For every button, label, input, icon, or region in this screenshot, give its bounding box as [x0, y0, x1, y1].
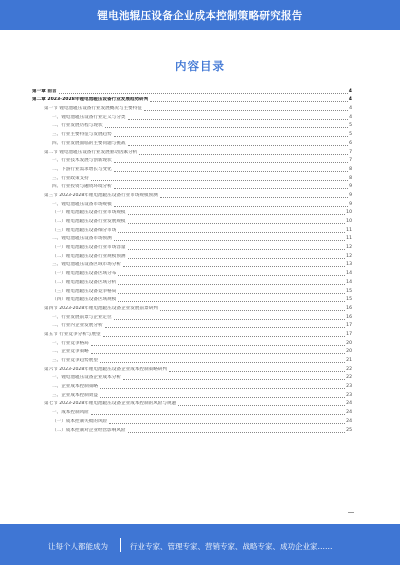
toc-entry[interactable]	[32, 216, 352, 225]
toc-entry-page: 17	[346, 323, 352, 329]
toc-entry-page: 8	[349, 166, 352, 172]
toc-leader-dots	[139, 154, 348, 155]
toc-entry-label: 三、锂电池辊压设备区域市场分析	[52, 262, 121, 268]
toc-heading: 内容目录	[175, 59, 225, 73]
toc-leader-dots	[118, 232, 345, 233]
toc-entry-label: 二、行业发展历程与现状	[52, 123, 103, 129]
toc-entry[interactable]	[32, 268, 352, 277]
toc-leader-dots	[118, 284, 345, 285]
toc-entry[interactable]	[32, 86, 352, 95]
toc-entry-label: 第二节 锂电池辊压设备行业发展驱动因素分析	[44, 149, 138, 155]
toc-entry-page: 9	[349, 192, 352, 198]
toc-entry-page: 7	[349, 158, 352, 164]
toc-entry-page: 10	[346, 210, 352, 216]
toc-entry-label: 第一章 前言	[32, 88, 57, 94]
toc-entry-label: 一、行业发展前景与企业定位	[52, 314, 112, 320]
toc-entry-page: 12	[346, 245, 352, 251]
toc-entry-label: 三、企业成本控制效益	[52, 392, 98, 398]
footer-bar	[0, 524, 400, 565]
toc-leader-dots	[128, 258, 346, 259]
toc-entry-page: 25	[346, 427, 352, 433]
toc-leader-dots	[114, 171, 348, 172]
toc-entry-label: （二）锂电池辊压设备行业发展规模	[52, 219, 126, 224]
toc-entry-page: 11	[346, 227, 352, 233]
toc-entry-page: 9	[349, 201, 352, 207]
toc-entry-label: （三）锂电池辊压设备细分市场	[52, 227, 117, 233]
toc-entry[interactable]	[32, 355, 352, 364]
toc-entry-label: 第四节 2023-2028年锂电池辊压设备企业发展前景研判	[44, 305, 158, 311]
footer-divider	[120, 538, 121, 552]
toc-leader-dots	[91, 345, 345, 346]
page-marker	[348, 512, 354, 513]
toc-entry-label: 二、企业成本控制策略	[52, 384, 98, 390]
toc-entry[interactable]	[32, 190, 352, 199]
toc-entry-label: 三、行业主要特征与发展趋势	[52, 132, 112, 138]
toc-entry[interactable]	[32, 303, 352, 312]
toc-entry[interactable]	[32, 173, 352, 182]
toc-entry-label: 三、行业政策支持	[52, 175, 89, 181]
toc-leader-dots	[114, 136, 348, 137]
toc-entry-label: 第二章 2023-2028年锂电池辊压设备行业发展趋势研判	[32, 97, 149, 103]
toc-entry-page: 5	[349, 123, 352, 129]
toc-entry[interactable]	[32, 251, 352, 260]
toc-leader-dots	[91, 353, 345, 354]
toc-entry-page: 16	[346, 314, 352, 320]
toc-leader-dots	[103, 336, 346, 337]
toc-entry-label: （二）锂电池辊压设备区域分析	[52, 279, 117, 285]
toc-entry-label: 二、下游行业需求增长与变化	[52, 166, 112, 172]
toc-entry-label: 一、行业技术发展与创新现状	[52, 158, 112, 164]
toc-entry[interactable]	[32, 156, 352, 165]
toc-entry-label: 一、成本控制风险	[52, 410, 89, 416]
toc-entry-page: 24	[346, 418, 352, 424]
toc-entry[interactable]	[32, 347, 352, 356]
toc-entry[interactable]	[32, 425, 352, 434]
toc-entry-page: 9	[349, 184, 352, 190]
toc-leader-dots	[105, 127, 349, 128]
toc-entry[interactable]	[32, 103, 352, 112]
toc-entry-label: 四、行业发展面临的主要问题与挑战	[52, 140, 126, 146]
toc-entry[interactable]	[32, 416, 352, 425]
toc-leader-dots	[118, 293, 345, 294]
toc-leader-dots	[128, 223, 346, 224]
toc-entry[interactable]	[32, 321, 352, 330]
toc-entry[interactable]	[32, 208, 352, 217]
report-header-bar	[0, 0, 400, 30]
toc-entry-page: 21	[346, 358, 352, 363]
toc-leader-dots	[144, 110, 348, 111]
toc-leader-dots	[128, 214, 346, 215]
toc-entry[interactable]	[32, 338, 352, 347]
toc-leader-dots	[100, 388, 345, 389]
footer-tagline: 行业专家、管理专家、营销专家、战略专家、成功企业家……	[130, 542, 333, 551]
toc-entry-page: 4	[349, 114, 352, 120]
toc-leader-dots	[100, 362, 345, 363]
toc-leader-dots	[169, 371, 345, 372]
toc-entry-label: 第一节 锂电池辊压设备行业发展概况与主要特征	[44, 106, 142, 112]
toc-entry-label: （一）锂电池辊压设备区域分布	[52, 271, 117, 277]
toc-entry-label: 第七节 2023-2028年锂电池辊压设备企业成本控制的风险与规避	[44, 401, 177, 407]
toc-entry[interactable]	[32, 225, 352, 234]
toc-entry-label: （二）锂电池辊压设备行业规模预测	[52, 253, 126, 259]
toc-entry-label: （一）成本控制失败的风险	[52, 418, 108, 424]
toc-entry-page: 22	[346, 366, 352, 372]
toc-leader-dots	[114, 319, 345, 320]
toc-entry[interactable]	[32, 138, 352, 147]
toc-leader-dots	[118, 301, 345, 302]
toc-entry-label: 一、锂电池辊压设备企业成本分析	[52, 375, 121, 381]
toc-entry-label: 第三节 2023-2028年锂电池辊压设备行业市场规模预测	[44, 192, 158, 198]
toc-entry[interactable]	[32, 147, 352, 156]
toc-entry-label: 一、锂电池辊压设备市场规模	[52, 201, 112, 207]
toc-entry-page: 17	[346, 331, 352, 337]
toc-leader-dots	[114, 240, 345, 241]
toc-leader-dots	[91, 180, 348, 181]
toc-entry[interactable]	[32, 95, 352, 104]
toc-entry[interactable]	[32, 164, 352, 173]
toc-entry-page: 8	[349, 175, 352, 181]
toc-entry[interactable]	[32, 312, 352, 321]
toc-entry-page: 13	[346, 262, 352, 268]
toc-leader-dots	[160, 310, 345, 311]
toc-entry[interactable]	[32, 121, 352, 130]
toc-leader-dots	[128, 145, 349, 146]
toc-leader-dots	[123, 266, 345, 267]
toc-entry[interactable]	[32, 399, 352, 408]
toc-entry-label: 一、锂电池辊压设备行业定义与分类	[52, 114, 126, 120]
toc-entry[interactable]	[32, 129, 352, 138]
toc-entry-page: 5	[349, 132, 352, 138]
toc-entry[interactable]	[32, 112, 352, 121]
toc-leader-dots	[59, 93, 348, 94]
toc-entry[interactable]	[32, 242, 352, 251]
toc-entry-page: 22	[346, 375, 352, 381]
toc-entry-label: 二、行业内企业发展分析	[52, 323, 103, 329]
toc-entry-label: （一）锂电池辊压设备行业市场规模	[52, 210, 126, 216]
toc-entry-label: （三）锂电池辊压设备竞争格局	[52, 288, 117, 294]
toc-leader-dots	[114, 162, 348, 163]
toc-entry-page: 4	[348, 97, 352, 103]
toc-entry-label: 第五节 行业竞争分析与展望	[44, 331, 101, 337]
toc-entry[interactable]	[32, 182, 352, 191]
toc-leader-dots	[128, 432, 346, 433]
toc-leader-dots	[160, 197, 348, 198]
toc-entry[interactable]	[32, 286, 352, 295]
toc-entry-page: 14	[346, 279, 352, 285]
toc-entry-page: 4	[348, 88, 352, 94]
toc-entry-label: 三、行业竞争趋势展望	[52, 358, 98, 363]
toc-entry[interactable]	[32, 407, 352, 416]
toc-entry-page: 23	[346, 384, 352, 390]
toc-entry[interactable]	[32, 364, 352, 373]
toc-entry[interactable]	[32, 277, 352, 286]
toc-entry-label: （二）成本控制对企业经营影响风险	[52, 427, 126, 433]
toc-leader-dots	[105, 327, 346, 328]
report-title: 锂电池辊压设备企业成本控制策略研究报告	[97, 9, 303, 22]
toc-entry[interactable]	[32, 295, 352, 304]
toc-entry[interactable]	[32, 390, 352, 399]
toc-entry-page: 20	[346, 349, 352, 355]
toc-entry[interactable]	[32, 373, 352, 382]
toc-leader-dots	[128, 249, 346, 250]
toc-entry-page: 14	[346, 271, 352, 277]
toc-entry-page: 23	[346, 392, 352, 398]
toc-leader-dots	[91, 414, 345, 415]
toc-entry-label: 第六节 2023-2028年锂电池辊压设备企业成本控制策略研判	[44, 366, 167, 372]
toc-entry-label: 二、锂电池辊压设备市场预测	[52, 236, 112, 242]
toc-entry-page: 24	[346, 401, 352, 407]
toc-entry[interactable]	[32, 260, 352, 269]
toc-entry[interactable]	[32, 234, 352, 243]
toc-entry-label: 二、企业竞争策略	[52, 349, 89, 355]
toc-entry-label: （一）锂电池辊压设备行业市场容量	[52, 245, 126, 251]
toc-entry[interactable]	[32, 329, 352, 338]
toc-entry[interactable]	[32, 199, 352, 208]
toc-leader-dots	[118, 275, 345, 276]
toc-entry-page: 12	[346, 253, 352, 259]
toc-entry-page: 20	[346, 340, 352, 346]
toc-entry-page: 10	[346, 219, 352, 224]
table-of-contents	[32, 86, 352, 434]
footer-slogan: 让每个人都能成为	[48, 542, 108, 551]
toc-leader-dots	[123, 379, 345, 380]
toc-entry-page: 4	[349, 106, 352, 112]
toc-entry-page: 15	[346, 297, 352, 303]
toc-entry-page: 15	[346, 288, 352, 294]
toc-entry-page: 24	[346, 410, 352, 416]
toc-entry-page: 6	[349, 140, 352, 146]
toc-entry-page: 11	[346, 236, 352, 242]
toc-entry[interactable]	[32, 381, 352, 390]
toc-leader-dots	[128, 119, 349, 120]
toc-leader-dots	[100, 397, 345, 398]
toc-entry-label: （四）锂电池辊压设备区域规模	[52, 297, 117, 303]
toc-entry-page: 7	[349, 149, 352, 155]
toc-leader-dots	[114, 206, 348, 207]
toc-entry-page: 16	[346, 305, 352, 311]
toc-entry-label: 四、行业投资与融资环境分析	[52, 184, 112, 190]
toc-entry-label: 一、行业竞争格局	[52, 340, 89, 346]
toc-leader-dots	[150, 101, 347, 102]
toc-leader-dots	[109, 423, 345, 424]
toc-leader-dots	[178, 405, 345, 406]
toc-leader-dots	[114, 188, 348, 189]
